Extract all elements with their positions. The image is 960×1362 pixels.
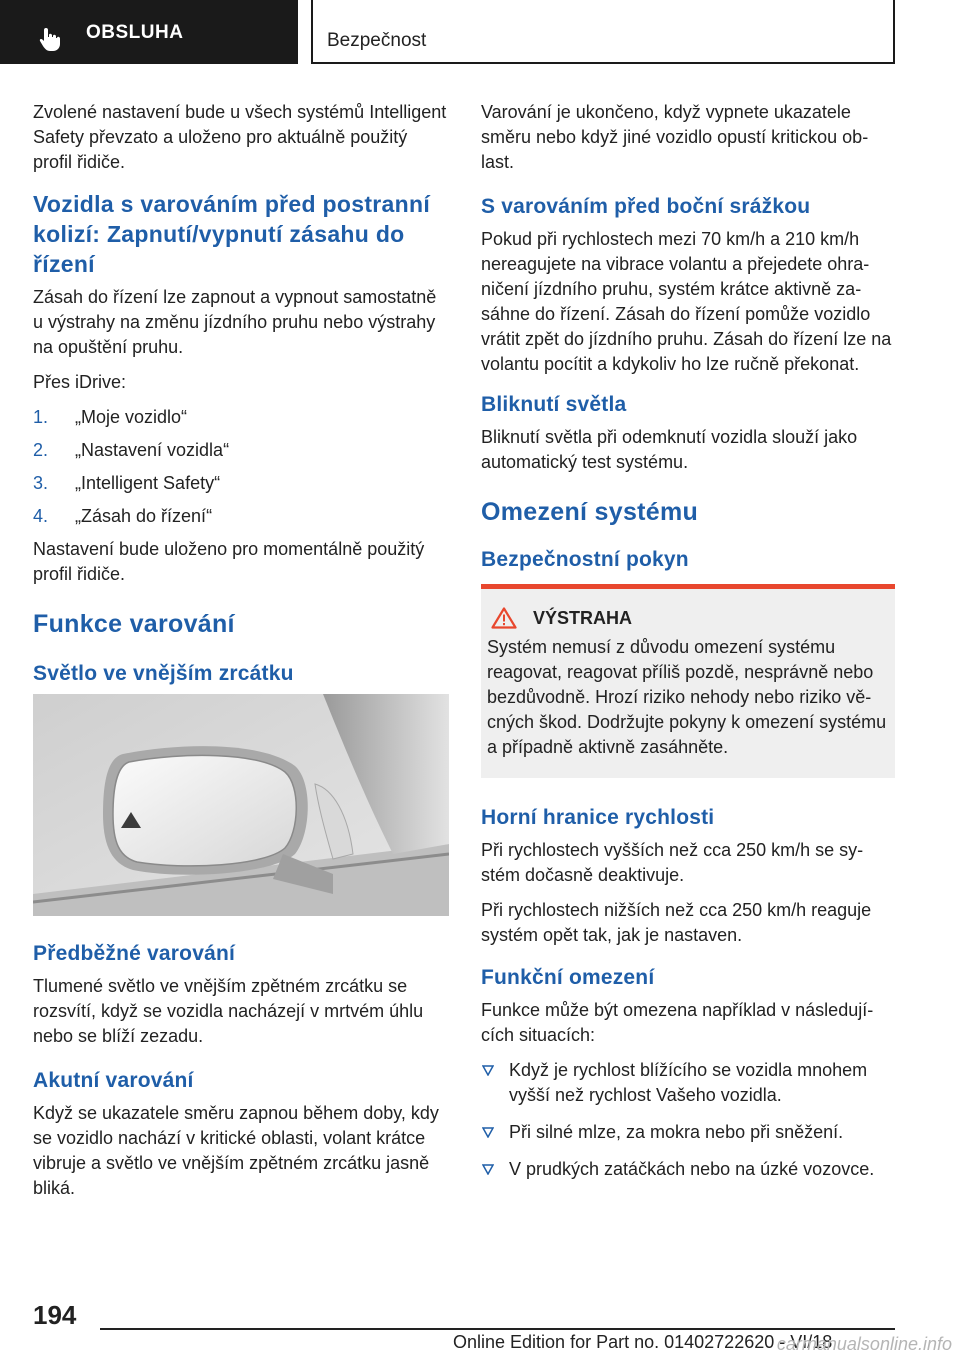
step-number: 1.	[33, 407, 49, 427]
triangle-bullet-icon	[482, 1064, 494, 1076]
list-item	[481, 1058, 895, 1108]
heading-safety-note: Bezpečnostní pokyn	[481, 548, 689, 571]
step-number: 2.	[33, 440, 49, 460]
bullet-text: Při silné mlze, za mokra nebo při sněžení.	[509, 1122, 844, 1142]
hand-pointer-icon	[37, 26, 63, 52]
speed-paragraph-1: Při rychlostech vyšších než cca 250 km/h se systém dočasně deaktivuje.	[481, 840, 864, 885]
chapter-tab	[0, 0, 298, 64]
list-item	[33, 471, 449, 496]
heading-lateral-collision: Vozidla s varováním před postranní kolizí: Zapnutí/vypnutí zásahu do řízení	[33, 191, 431, 277]
heading-mirror-light: Světlo ve vnějším zrcátku	[33, 662, 294, 685]
step-text: „Moje vozidlo“	[75, 407, 188, 427]
warning-title: VÝSTRAHA	[533, 607, 633, 628]
heading-acute-warning: Akutní varování	[33, 1069, 194, 1092]
side-collision-paragraph: Pokud při rychlostech mezi 70 km/h a 210 km/h nereagujete na vibrace volantu a přejedete ohraničení jízdního pruhu, systém krátce aktivně zasáhne do řízení. Zásah do řízení pomůže vozidlo vrátit zpět do jízdního pruhu. Zásah do řízení lze na volantu pocítit a kdykoliv ho lze ručně překonat.	[481, 229, 892, 374]
step-number: 3.	[33, 473, 49, 493]
end-warning-paragraph: Varování je ukončeno, když vypnete ukazatele směru nebo když jiné vozidlo opustí kritickou oblast.	[481, 102, 869, 172]
acute-warning-paragraph: Když se ukazatele směru zapnou během doby, kdy se vozidlo nachází v kritické oblasti, volant krátce vibruje a světlo ve vnějším zpětném zrcátku jasně bliká.	[33, 1103, 439, 1198]
bullet-text: Když je rychlost blížícího se vozidla mnohem vyšší než rychlost Vašeho vozidla.	[509, 1060, 868, 1105]
warning-box	[481, 584, 895, 778]
triangle-bullet-icon	[482, 1126, 494, 1138]
saved-paragraph: Nastavení bude uloženo pro momentálně použitý profil řidiče.	[33, 539, 425, 584]
page-number: 194	[33, 1300, 77, 1330]
heading-system-limits: Omezení systému	[481, 498, 699, 526]
footer-divider	[100, 1328, 895, 1330]
functional-paragraph: Funkce může být omezena například v následujících situacích:	[481, 1000, 874, 1045]
list-item	[481, 1120, 895, 1145]
speed-paragraph-2: Při rychlostech nižších než cca 250 km/h reaguje systém opět tak, jak je nastaven.	[481, 900, 872, 945]
mirror-image	[33, 694, 449, 916]
heading-side-collision: S varováním před boční srážkou	[481, 195, 811, 218]
heading-pre-warning: Předběžné varování	[33, 942, 236, 965]
section-tab	[311, 0, 895, 64]
page-header	[0, 0, 960, 66]
list-item	[33, 438, 449, 463]
heading-speed-limit: Horní hranice rychlosti	[481, 806, 715, 829]
step-text: „Zásah do řízení“	[75, 506, 213, 526]
heading-functional-limits: Funkční omezení	[481, 966, 655, 989]
list-item	[33, 405, 449, 430]
idrive-steps	[33, 405, 449, 529]
bullet-text: V prudkých zatáčkách nebo na úzké vozovce.	[509, 1159, 875, 1179]
heading-warning-functions: Funkce varování	[33, 610, 235, 638]
chapter-label: OBSLUHA	[86, 22, 184, 43]
light-flash-paragraph: Bliknutí světla při odemknutí vozidla slouží jako automatický test systému.	[481, 427, 858, 472]
triangle-bullet-icon	[482, 1163, 494, 1175]
idrive-paragraph: Přes iDrive:	[33, 372, 127, 392]
mirror-illustration	[33, 694, 449, 916]
heading-light-flash: Bliknutí světla	[481, 393, 627, 416]
step-text: „Intelligent Safety“	[75, 473, 221, 493]
step-text: „Nastavení vozidla“	[75, 440, 230, 460]
limits-list	[481, 1058, 895, 1182]
step-number: 4.	[33, 506, 49, 526]
warning-text: Systém nemusí z důvodu omezení systému reagovat, reagovat příliš pozdě, nesprávně nebo bezdůvodně. Hrozí riziko nehody nebo riziko věcných škod. Dodržujte pokyny k omezení systému a případně aktivně zasáhněte.	[487, 637, 887, 757]
list-item	[481, 1157, 895, 1182]
intro-paragraph: Zvolené nastavení bude u všech systémů Intelligent Safety převzato a uloženo pro aktuálně použitý profil řidiče.	[33, 102, 447, 172]
page-footer	[0, 1290, 960, 1362]
watermark-text: carmanualsonline.info	[776, 1334, 952, 1354]
pre-warning-paragraph: Tlumené světlo ve vnějším zpětném zrcátku se rozsvítí, když se vozidla nacházejí v mrtvém úhlu nebo se blíží zezadu.	[33, 976, 424, 1046]
warning-triangle-icon	[491, 607, 517, 629]
edition-text: Online Edition for Part no. 01402722620 - VI/18	[453, 1332, 833, 1352]
warning-header	[487, 607, 887, 629]
lateral-paragraph: Zásah do řízení lze zapnout a vypnout samostatně u výstrahy na změnu jízdního pruhu nebo výstrahy na opuštění pruhu.	[33, 287, 437, 357]
left-column	[33, 100, 449, 1211]
right-column	[481, 100, 895, 1194]
list-item	[33, 504, 449, 529]
section-label: Bezpečnost	[327, 30, 427, 51]
